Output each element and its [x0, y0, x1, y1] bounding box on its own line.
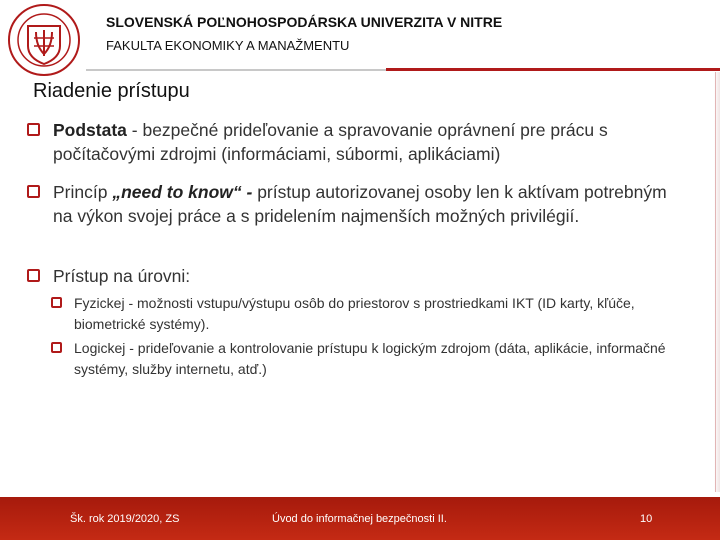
- faculty-name: FAKULTA EKONOMIKY A MANAŽMENTU: [106, 38, 350, 53]
- bullet-prefix: Princíp: [53, 182, 113, 202]
- sub-bullet-icon: [51, 297, 62, 308]
- bullet-text: [53, 118, 687, 166]
- bullet-need-to-know: [27, 180, 687, 228]
- slide-title: Riadenie prístupu: [33, 80, 190, 102]
- university-logo: [6, 2, 82, 78]
- header-accent-divider: [386, 68, 720, 71]
- footer-academic-year: Šk. rok 2019/2020, ZS: [70, 513, 180, 525]
- bullet-body: prístup autorizovanej osoby len k aktívam potrebným na výkon svojej práce a s pridelením najmenších možných privilégií.: [53, 182, 667, 226]
- bullet-icon: [27, 269, 40, 282]
- side-rule: [715, 72, 716, 492]
- sub-bullet-icon: [51, 342, 62, 353]
- sub-bullet-text: Fyzickej - možnosti vstupu/výstupu osôb do priestorov s prostriedkami IKT (ID karty, kľúče, biometrické systémy).: [74, 295, 635, 332]
- bullet-body: - bezpečné prideľovanie a spravovanie oprávnení pre prácu s počítačovými zdrojmi (informáciami, súbormi, aplikáciami): [53, 120, 608, 164]
- bullet-lead: Podstata: [53, 120, 127, 140]
- bullet-text: Prístup na úrovni:: [53, 266, 191, 286]
- bullet-emphasis: „need to know“ -: [112, 182, 253, 202]
- bullet-podstata: [27, 118, 687, 166]
- university-crest-icon: [6, 2, 82, 78]
- footer-page-number: 10: [640, 513, 653, 525]
- bullet-icon: [27, 123, 40, 136]
- sub-bullet-fyzickej: [51, 293, 696, 335]
- bullet-icon: [27, 185, 40, 198]
- bullet-text: [53, 180, 687, 228]
- sub-bullet-text: Logickej - prideľovanie a kontrolovanie prístupu k logickým zdrojom (dáta, aplikácie, informačné systémy, služby internetu, atď.): [74, 340, 666, 377]
- header-divider: [86, 69, 386, 71]
- footer-course-name: Úvod do informačnej bezpečnosti II.: [272, 513, 447, 525]
- university-name: SLOVENSKÁ POĽNOHOSPODÁRSKA UNIVERZITA V NITRE: [106, 14, 503, 30]
- sub-bullet-logickej: [51, 338, 696, 380]
- bullet-pristup-na-urovni: [27, 264, 687, 288]
- footer-bar: [0, 497, 720, 540]
